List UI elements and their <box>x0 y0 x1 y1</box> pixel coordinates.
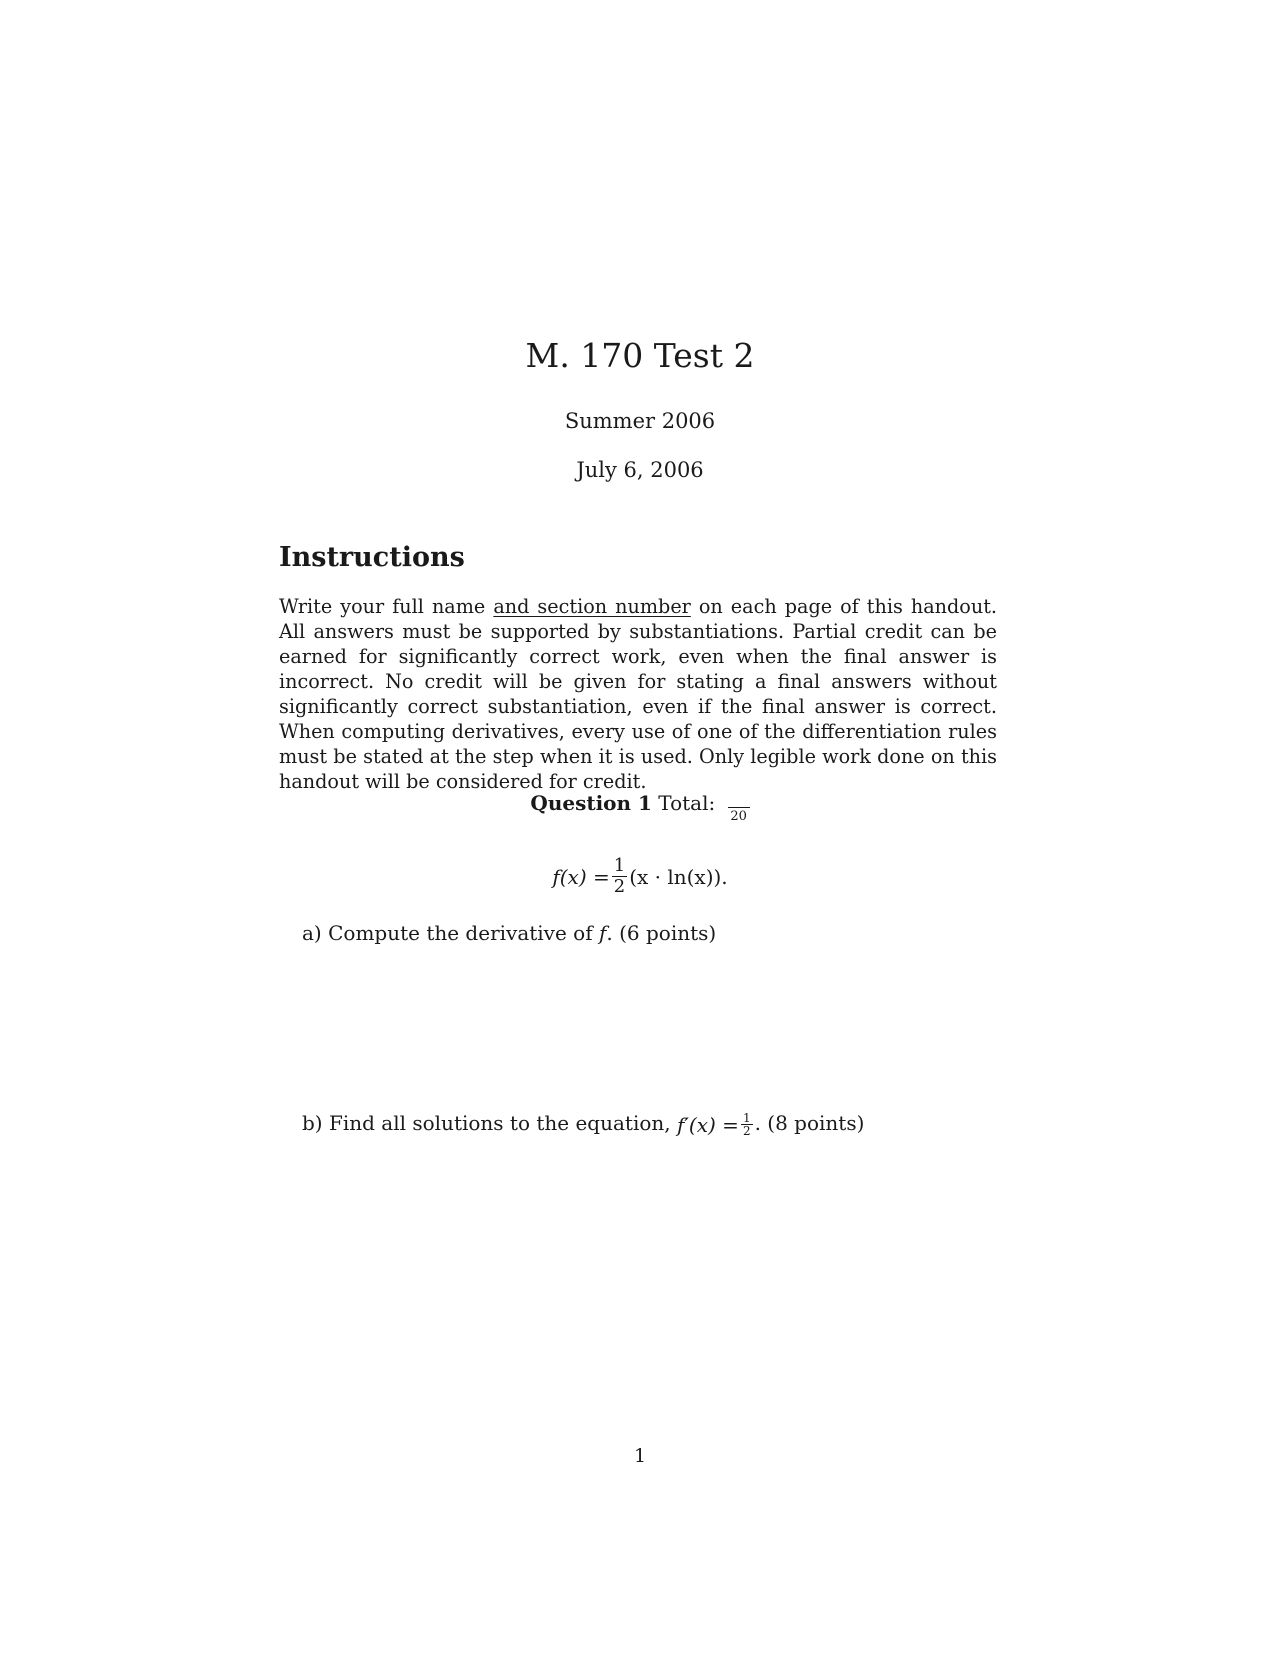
part-b-lhs: f′(x) = <box>676 1112 739 1137</box>
instructions-text-start: Write your full name <box>279 595 494 618</box>
exam-date: July 6, 2006 <box>576 458 704 482</box>
instructions-heading: Instructions <box>279 542 465 573</box>
part-b-fraction <box>741 1112 753 1137</box>
exam-title: M. 170 Test 2 <box>525 336 755 375</box>
part-a-points: . (6 points) <box>606 921 717 945</box>
instructions-text-rest: on each page of this handout. All answers must be supported by substantiations. Partial credit can be earned for significantly correct work, even when the final answer is incorrect. No credit will be given for stating a final answers without significantly correct substantiation, even if the final answer is correct. When computing derivatives, every use of one of the differentiation rules must be stated at the step when it is used. Only legible work done on this handout will be considered for credit. <box>279 595 997 793</box>
question-1-part-a <box>302 920 716 946</box>
part-b-fraction-numerator: 1 <box>742 1111 751 1125</box>
page-number: 1 <box>633 1445 647 1467</box>
equation-rhs: (x · ln(x)). <box>629 864 728 889</box>
part-b-fraction-denominator: 2 <box>742 1124 751 1138</box>
question-1-total-label: Total: <box>658 791 716 815</box>
equation-lhs: f(x) = <box>552 864 610 889</box>
question-1-total-points: 20 <box>730 809 747 824</box>
question-1-score-blank <box>728 795 750 823</box>
part-b-text: Find all solutions to the equation, <box>328 1111 671 1135</box>
part-a-marker: a) <box>302 921 322 945</box>
question-1-equation <box>0 856 1280 897</box>
equation-fraction <box>612 856 627 897</box>
part-b-math <box>677 1112 755 1138</box>
question-1-part-b <box>302 1110 864 1138</box>
equation-fraction-denominator: 2 <box>613 876 626 897</box>
part-b-points: . (8 points) <box>754 1111 865 1135</box>
question-1-label: Question 1 <box>530 791 652 815</box>
exam-term: Summer 2006 <box>564 409 716 433</box>
instructions-underlined-text: and section number <box>493 595 691 618</box>
part-a-text: Compute the derivative of <box>328 921 593 945</box>
question-1-header <box>0 790 1280 823</box>
instructions-paragraph <box>279 594 997 794</box>
part-b-marker: b) <box>302 1111 323 1135</box>
part-a-variable: f <box>598 921 607 945</box>
equation-fraction-numerator: 1 <box>613 855 626 876</box>
score-blank-line <box>728 795 750 808</box>
